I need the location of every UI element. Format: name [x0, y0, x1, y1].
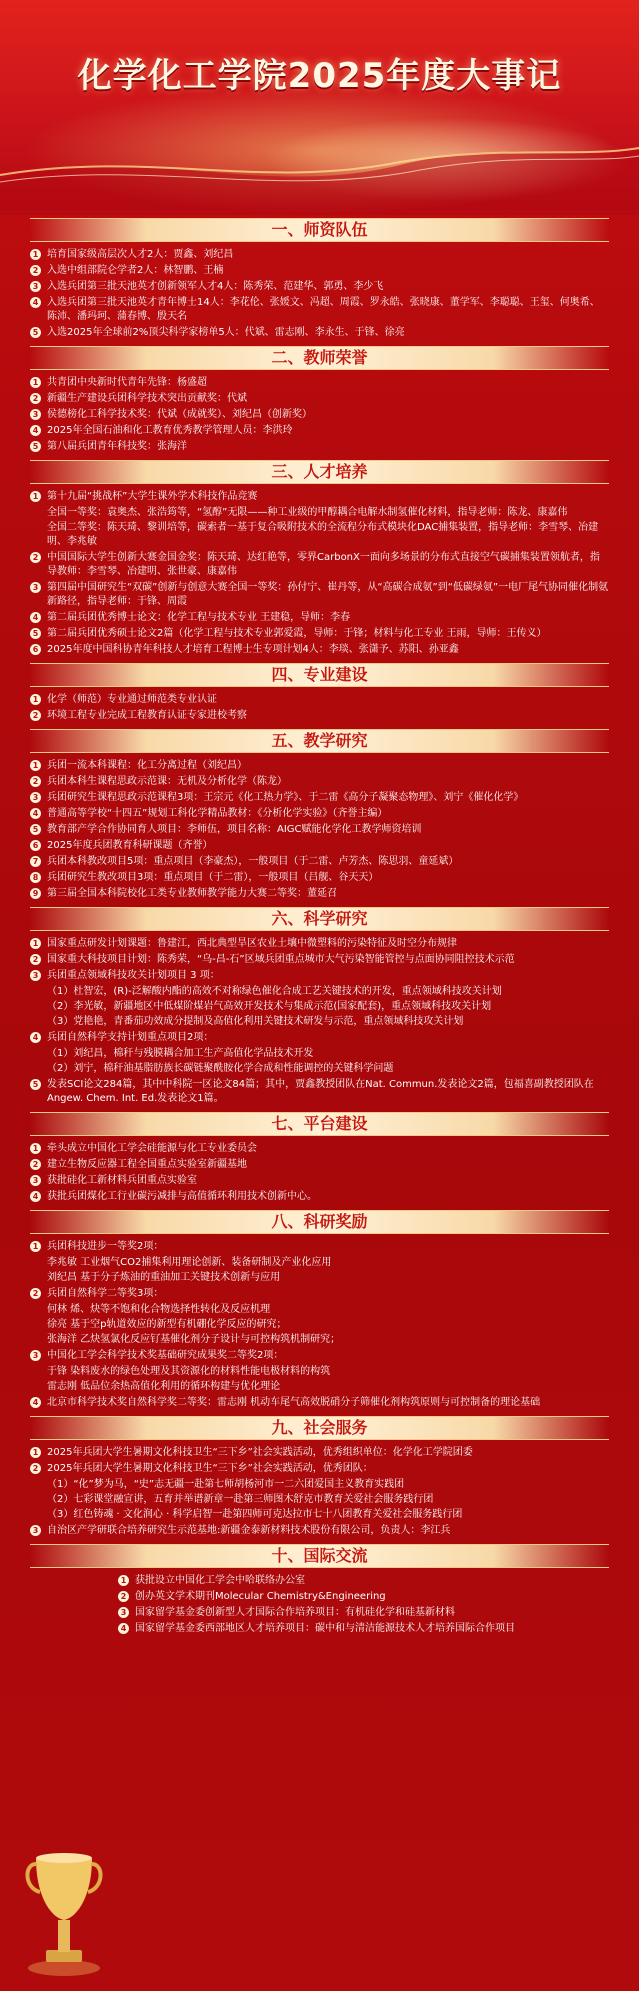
content [30, 216, 609, 1642]
list-item [30, 969, 609, 983]
list-item [30, 392, 609, 406]
item-text: 获批兵团煤化工行业碳污减排与高值循环利用技术创新中心。 [47, 1191, 317, 1202]
item-text: 2025年兵团大学生暑期文化科技卫生“三下乡”社会实践活动，优秀团队： [47, 1463, 373, 1474]
item-number-badge: 2 [30, 1463, 41, 1474]
sub-item-text: （2）刘宁，棉秆油基脂肪族长碳链聚酰胺化学合成和性能调控的关键科学问题 [47, 1063, 394, 1074]
sub-item-text: （2）七彩课堂融宣讲，五育并举谱新章一赴第三师图木舒克市教育关爱社会服务践行团 [47, 1494, 434, 1505]
sub-item-text: 全国一等奖：袁奥杰、张浩筠等，“氢醇”无限——种工业级的甲醇耦合电解水制氢催化材料，指导老师：陈龙、康嘉伟 [47, 507, 568, 518]
item-number-badge: 3 [30, 970, 41, 981]
item-text: 入选兵团第三批天池英才青年博士14人：李花伦、张媛文、冯超、周霞、罗永皓、张晓康、董学军、李聪聪、王玺、何奥希、陈沛、潘玛珂、蒲春博、殷天名 [47, 297, 600, 322]
list-item [30, 1606, 609, 1620]
item-text: 侯德榜化工科学技术奖：代斌（成就奖）、刘纪昌（创新奖） [47, 409, 312, 420]
list-item [30, 581, 609, 609]
item-number-badge: 1 [30, 938, 41, 949]
item-text: 国家重大科技项目计划：陈秀荣，“乌-昌-石”区域兵团重点城市大气污染智能管控与点面协同阻控技术示范 [47, 954, 515, 965]
item-text: 入选兵团第三批天池英才创新领军人才4人：陈秀荣、范建华、郭勇、李少飞 [47, 281, 384, 292]
item-number-badge: 4 [30, 425, 41, 436]
list-item [30, 709, 609, 723]
item-text: 牵头成立中国化工学会硅能源与化工专业委员会 [47, 1143, 257, 1154]
item-text: 兵团重点领域科技攻关计划项目 3 项： [47, 970, 220, 981]
item-text: 兵团研究生课程思政示范课程3项：王宗元《化工热力学》、于二雷《高分子凝聚态物理》、刘宁《催化化学》 [47, 792, 524, 803]
item-text: 教育部产学合作协同育人项目：李师伍，项目名称：AIGC赋能化学化工教学师资培训 [47, 824, 422, 835]
item-text: 国家留学基金委西部地区人才培养项目：碳中和与清洁能源技术人才培养国际合作项目 [135, 1623, 515, 1634]
list-item [30, 1524, 609, 1538]
list-item [30, 440, 609, 454]
item-number-badge: 2 [118, 1591, 129, 1602]
sub-item-text: （3）党艳艳，青番茄功效成分提制及高值化利用关键技术研发与示范，重点领域科技攻关计划 [47, 1016, 464, 1027]
list-item [30, 1622, 609, 1636]
sub-item-text: （2）李光敏，新疆地区中低煤阶煤岩气高效开发技术与集成示范(国家配套)，重点领域科技攻关计划 [47, 1001, 492, 1012]
item-text: 兵团科技进步一等奖2项： [47, 1241, 164, 1252]
item-number-badge: 1 [118, 1575, 129, 1586]
item-number-badge: 7 [30, 856, 41, 867]
trophy-icon [24, 1838, 104, 1978]
item-number-badge: 3 [30, 1175, 41, 1186]
item-text: 兵团研究生教改项目3项：重点项目（于二雷），一般项目（吕舰、谷天天） [47, 872, 379, 883]
list-item [30, 1590, 609, 1604]
list-item [30, 953, 609, 967]
item-text: 第二届兵团优秀博士论文：化学工程与技术专业 王建稳，导师：李春 [47, 612, 351, 623]
item-number-badge: 4 [30, 612, 41, 623]
section-heading: 六、科学研究 [30, 907, 609, 931]
section-heading: 三、人才培养 [30, 460, 609, 484]
list-item [30, 1349, 609, 1363]
section-heading: 十、国际交流 [30, 1544, 609, 1568]
item-text: 第八届兵团青年科技奖：张海洋 [47, 441, 187, 452]
list-item [30, 408, 609, 422]
item-text: 化学（师范）专业通过师范类专业认证 [47, 694, 217, 705]
section-heading: 四、专业建设 [30, 663, 609, 687]
list-item [30, 1240, 609, 1254]
list-item [30, 1142, 609, 1156]
section-3 [30, 460, 609, 657]
list-item [30, 871, 609, 885]
item-number-badge: 1 [30, 249, 41, 260]
list-item [30, 759, 609, 773]
list-item [30, 280, 609, 294]
list-item [30, 264, 609, 278]
list-item [30, 424, 609, 438]
item-text: 培育国家级高层次人才2人：贾鑫、刘纪昌 [47, 249, 234, 260]
section-heading: 二、教师荣誉 [30, 346, 609, 370]
sub-item-text: 张海洋 乙炔氢氯化反应钌基催化剂分子设计与可控构筑机制研究； [47, 1334, 341, 1345]
gold-wave-decoration [0, 120, 639, 210]
item-number-badge: 4 [30, 1191, 41, 1202]
sub-item-text: 李兆敏 工业烟气CO2捕集利用理论创新、装备研制及产业化应用 [47, 1257, 332, 1268]
item-text: 兵团自然科学二等奖3项： [47, 1288, 164, 1299]
item-text: 兵团一流本科课程：化工分离过程（刘纪昌） [47, 760, 247, 771]
item-number-badge: 2 [30, 1159, 41, 1170]
item-text: 发表SCI论文284篇，其中中科院一区论文84篇；其中，贾鑫教授团队在Nat. Commun.发表论文2篇，包福喜副教授团队在Angew. Chem. Int. Ed.发表论文1篇。 [47, 1079, 594, 1104]
list-item [30, 326, 609, 340]
list-item [30, 490, 609, 504]
item-number-badge: 4 [30, 1032, 41, 1043]
item-number-badge: 5 [30, 441, 41, 452]
item-text: 获批设立中国化工学会中哈联络办公室 [135, 1575, 305, 1586]
item-text: 兵团本科教改项目5项：重点项目（李豪杰），一般项目（于二雷、卢芳杰、陈思羽、童延斌） [47, 856, 459, 867]
list-item [30, 775, 609, 789]
item-number-badge: 1 [30, 491, 41, 502]
item-number-badge: 2 [30, 776, 41, 787]
sub-item-text: 全国二等奖：陈天琦、黎训培等，碳索者一基于复合吸附技术的全流程分布式模块化DAC捕集装置，指导老师：李雪琴、冶建明、李兆敏 [47, 522, 599, 547]
item-text: 第四届中国研究生“双碳”创新与创意大赛全国一等奖：孙付宁、崔丹等，从“高碳合成氨”到“低碳绿氨”一电厂尾气协同催化制氨新路径，指导老师：于锋、周霞 [47, 582, 609, 607]
section-2 [30, 346, 609, 454]
item-text: 共青团中央新时代青年先锋：杨盛超 [47, 377, 207, 388]
list-item [30, 1031, 609, 1045]
item-text: 创办英文学术期刊Molecular Chemistry&Engineering [135, 1591, 386, 1602]
section-1 [30, 218, 609, 340]
item-text: 国家留学基金委创新型人才国际合作培养项目：有机硅化学和硅基新材料 [135, 1607, 455, 1618]
hero-banner [0, 0, 639, 215]
section-heading: 九、社会服务 [30, 1416, 609, 1440]
list-item [30, 376, 609, 390]
list-item [30, 1574, 609, 1588]
item-number-badge: 6 [30, 840, 41, 851]
list-item [30, 1462, 609, 1476]
section-5 [30, 729, 609, 901]
list-item [30, 1287, 609, 1301]
item-number-badge: 4 [30, 808, 41, 819]
item-number-badge: 2 [30, 710, 41, 721]
section-heading: 五、教学研究 [30, 729, 609, 753]
sub-item-text: （3）红色铸魂 · 文化润心 · 科学启智一赴第四师可克达拉市七十八团教育关爱社会服务践行团 [47, 1509, 463, 1520]
section-heading: 一、师资队伍 [30, 218, 609, 242]
item-text: 2025年兵团大学生暑期文化科技卫生“三下乡”社会实践活动，优秀组织单位：化学化工学院团委 [47, 1447, 473, 1458]
sub-item-text: （1）刘纪昌，棉秆与残膜耦合加工生产高值化学品技术开发 [47, 1048, 314, 1059]
page-title: 化学化工学院2025年度大事记 [77, 56, 562, 96]
list-item [30, 611, 609, 625]
item-number-badge: 3 [30, 792, 41, 803]
item-text: 2025年全国石油和化工教育优秀教学管理人员：李洪玲 [47, 425, 293, 436]
item-number-badge: 1 [30, 694, 41, 705]
list-item [30, 937, 609, 951]
list-item [30, 1174, 609, 1188]
item-number-badge: 3 [118, 1607, 129, 1618]
list-item [30, 643, 609, 657]
list-item [30, 855, 609, 869]
item-number-badge: 1 [30, 377, 41, 388]
item-text: 2025年度中国科协青年科技人才培育工程博士生专项计划4人：李琰、张潇予、苏阳、孙亚鑫 [47, 644, 459, 655]
item-text: 普通高等学校“十四五”规划工科化学精品教材：《分析化学实验》（齐誉主编） [47, 808, 388, 819]
item-text: 国家重点研发计划课题：鲁建江，西北典型旱区农业土壤中微塑料的污染特征及时空分布规律 [47, 938, 457, 949]
list-item [30, 296, 609, 324]
item-text: 兵团本科生课程思政示范课：无机及分析化学（陈龙） [47, 776, 287, 787]
item-text: 第二届兵团优秀硕士论文2篇（化学工程与技术专业郭爱霞，导师：于锋；材料与化工专业 王雨，导师：王传义） [47, 628, 547, 639]
sub-item-text: 何林 烯、炔等不饱和化合物选择性转化及反应机理 [47, 1304, 271, 1315]
list-item [30, 1190, 609, 1204]
item-text: 新疆生产建设兵团科学技术突出贡献奖：代斌 [47, 393, 247, 404]
item-text: 自治区产学研联合培养研究生示范基地:新疆金泰新材料技术股份有限公司，负责人：李江兵 [47, 1525, 451, 1536]
sub-item-text: 于锋 染料废水的绿色处理及其资源化的材料性能电极材料的构筑 [47, 1366, 331, 1377]
item-text: 兵团自然科学支持计划重点项目2项： [47, 1032, 214, 1043]
list-item [30, 839, 609, 853]
section-4 [30, 663, 609, 723]
list-item [30, 1396, 609, 1410]
item-number-badge: 2 [30, 552, 41, 563]
item-number-badge: 9 [30, 888, 41, 899]
section-10 [30, 1544, 609, 1636]
item-number-badge: 3 [30, 1350, 41, 1361]
item-number-badge: 3 [30, 281, 41, 292]
item-number-badge: 1 [30, 760, 41, 771]
list-item [30, 807, 609, 821]
sub-item-text: 徐亮 基于空p轨道效应的新型有机硼化学反应的研究； [47, 1319, 287, 1330]
item-number-badge: 5 [30, 327, 41, 338]
item-text: 北京市科学技术奖自然科学奖二等奖：雷志刚 机动车尾气高效脱硝分子筛催化剂构筑原则与可控制备的理论基础 [47, 1397, 541, 1408]
item-number-badge: 1 [30, 1143, 41, 1154]
list-item [30, 887, 609, 901]
item-text: 获批硅化工新材料兵团重点实验室 [47, 1175, 197, 1186]
item-text: 入选2025年全球前2%顶尖科学家榜单5人：代斌、雷志刚、李永生、于锋、徐亮 [47, 327, 405, 338]
item-number-badge: 3 [30, 409, 41, 420]
sub-item-text: 刘纪昌 基于分子炼油的重油加工关键技术创新与应用 [47, 1272, 281, 1283]
item-number-badge: 3 [30, 582, 41, 593]
item-number-badge: 5 [30, 1079, 41, 1090]
section-6 [30, 907, 609, 1106]
item-number-badge: 4 [118, 1623, 129, 1634]
item-text: 建立生物反应器工程全国重点实验室新疆基地 [47, 1159, 247, 1170]
list-item [30, 551, 609, 579]
item-text: 入选中组部院仑学者2人：林智鹏、王楠 [47, 265, 224, 276]
item-number-badge: 2 [30, 393, 41, 404]
section-heading: 八、科研奖励 [30, 1210, 609, 1234]
item-number-badge: 2 [30, 265, 41, 276]
item-number-badge: 8 [30, 872, 41, 883]
item-number-badge: 5 [30, 824, 41, 835]
item-number-badge: 4 [30, 297, 41, 308]
item-number-badge: 5 [30, 628, 41, 639]
item-number-badge: 6 [30, 644, 41, 655]
sub-item-text: （1）“化”梦为马，“史”志无疆一赴第七师胡杨河市一二六团爱国主义教育实践团 [47, 1479, 405, 1490]
list-item [30, 1078, 609, 1106]
list-item [30, 627, 609, 641]
section-heading: 七、平台建设 [30, 1112, 609, 1136]
item-number-badge: 2 [30, 954, 41, 965]
item-number-badge: 1 [30, 1447, 41, 1458]
list-item [30, 693, 609, 707]
item-number-badge: 2 [30, 1288, 41, 1299]
list-item [30, 823, 609, 837]
item-number-badge: 4 [30, 1397, 41, 1408]
item-text: 中国化工学会科学技术奖基础研究成果奖二等奖2项： [47, 1350, 284, 1361]
item-text: 第三届全国本科院校化工类专业教师教学能力大赛二等奖：董延召 [47, 888, 337, 899]
section-9 [30, 1416, 609, 1538]
item-text: 中国国际大学生创新大赛金国金奖：陈天琦、达红艳等，零界CarbonX一面向多场景的分布式直接空气碳捕集装置领航者，指导教师：李雪琴、冶建明、张世豪、康嘉伟 [47, 552, 600, 577]
list-item [30, 1158, 609, 1172]
list-item [30, 248, 609, 262]
item-text: 第十九届“挑战杯”大学生课外学术科技作品竞赛 [47, 491, 258, 502]
item-text: 2025年度兵团教育科研课题（齐誉） [47, 840, 213, 851]
section-8 [30, 1210, 609, 1410]
sub-item-text: （1）杜智宏，(R)-泛解酸内酯的高效不对称绿色催化合成工艺关键技术的开发，重点领域科技攻关计划 [47, 986, 502, 997]
sub-item-text: 雷志刚 低品位余热高值化利用的循环构建与优化理论 [47, 1381, 281, 1392]
list-item [30, 791, 609, 805]
section-7 [30, 1112, 609, 1204]
item-number-badge: 3 [30, 1525, 41, 1536]
list-item [30, 1446, 609, 1460]
item-text: 环境工程专业完成工程教育认证专家进校考察 [47, 710, 247, 721]
item-number-badge: 1 [30, 1241, 41, 1252]
